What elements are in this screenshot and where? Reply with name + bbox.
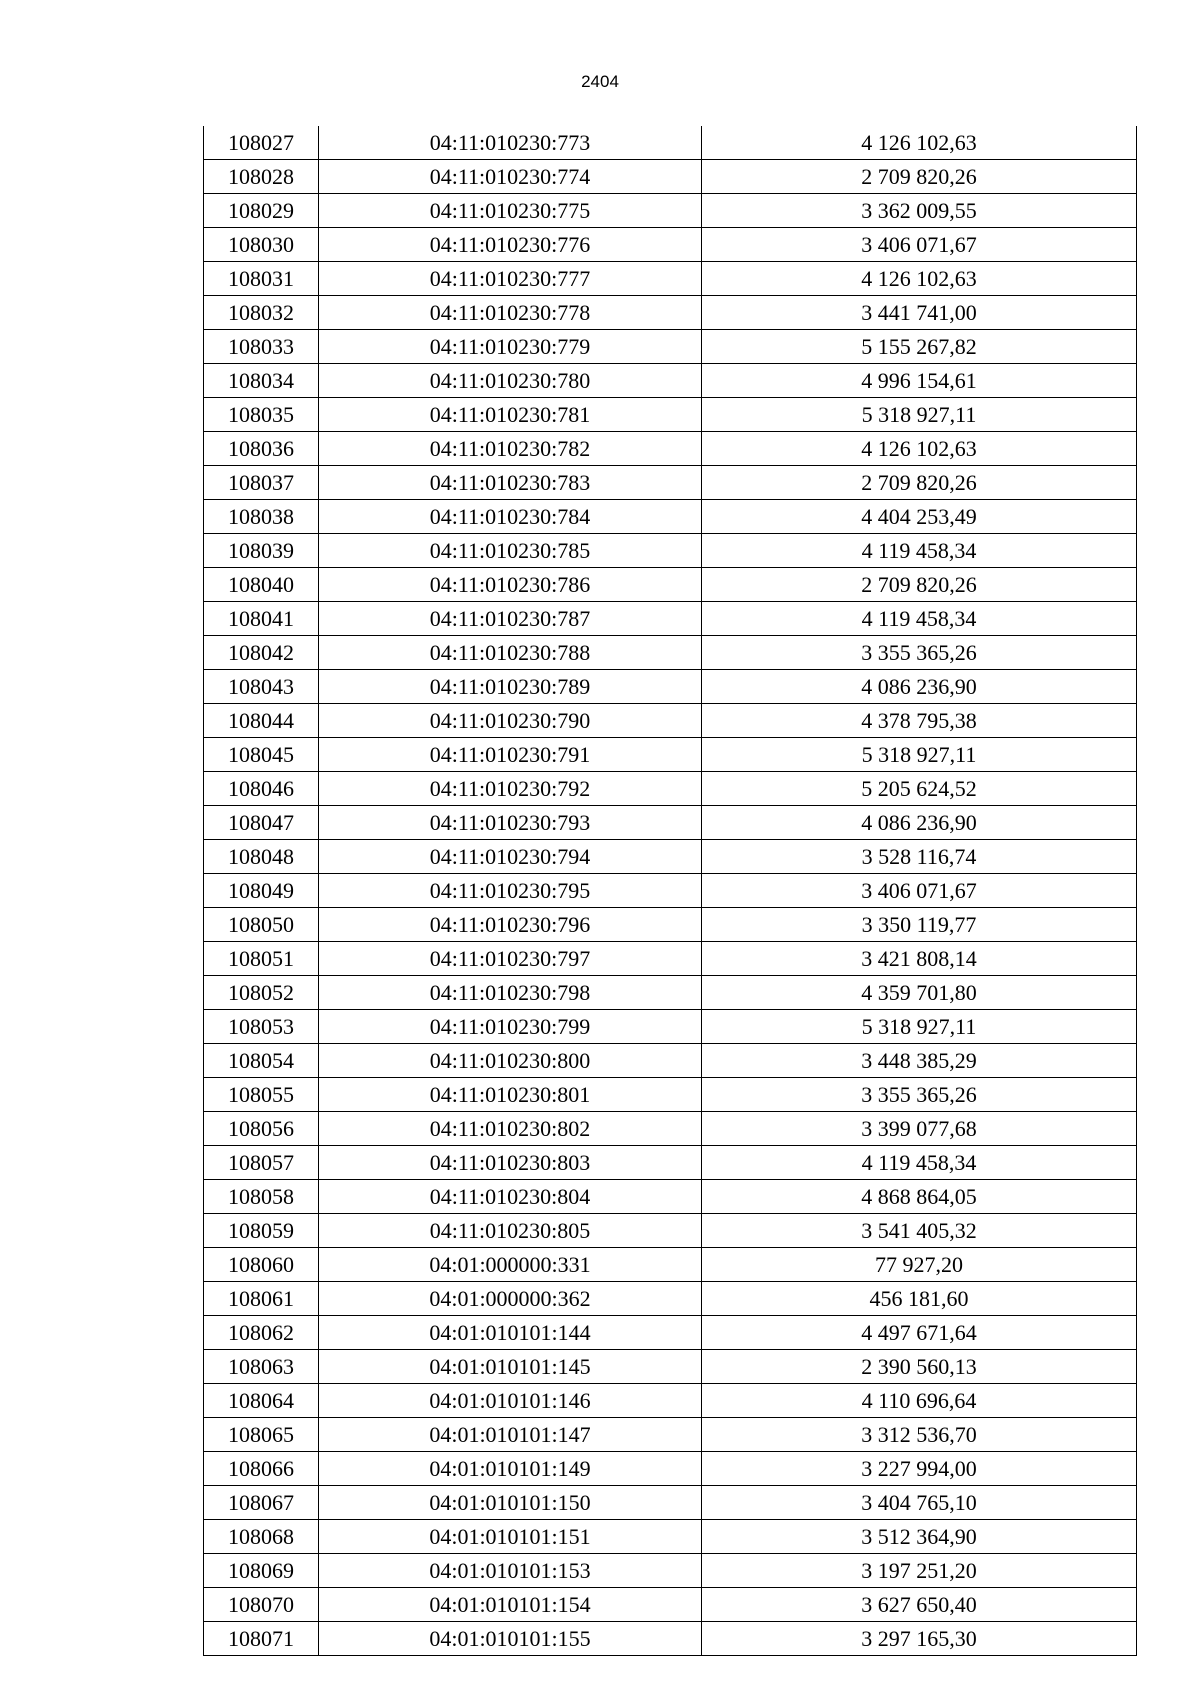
cadastral-number-cell: 04:11:010230:796 xyxy=(319,908,702,942)
row-number-cell: 108061 xyxy=(204,1282,319,1316)
cadastral-number-cell: 04:01:010101:155 xyxy=(319,1622,702,1656)
value-cell: 4 110 696,64 xyxy=(702,1384,1137,1418)
table-row xyxy=(204,1180,1137,1214)
value-cell: 4 126 102,63 xyxy=(702,432,1137,466)
value-cell: 3 406 071,67 xyxy=(702,874,1137,908)
cadastral-number-cell: 04:01:010101:147 xyxy=(319,1418,702,1452)
row-number-cell: 108051 xyxy=(204,942,319,976)
row-number-cell: 108041 xyxy=(204,602,319,636)
row-number-cell: 108065 xyxy=(204,1418,319,1452)
table-row xyxy=(204,908,1137,942)
cadastral-number-cell: 04:01:010101:154 xyxy=(319,1588,702,1622)
table-row xyxy=(204,1146,1137,1180)
row-number-cell: 108047 xyxy=(204,806,319,840)
table-row xyxy=(204,568,1137,602)
cadastral-number-cell: 04:11:010230:793 xyxy=(319,806,702,840)
value-cell: 3 406 071,67 xyxy=(702,228,1137,262)
table-row xyxy=(204,1214,1137,1248)
table-row xyxy=(204,1384,1137,1418)
cadastral-number-cell: 04:11:010230:791 xyxy=(319,738,702,772)
table-row xyxy=(204,500,1137,534)
row-number-cell: 108060 xyxy=(204,1248,319,1282)
row-number-cell: 108050 xyxy=(204,908,319,942)
table-row xyxy=(204,670,1137,704)
cadastral-number-cell: 04:11:010230:790 xyxy=(319,704,702,738)
row-number-cell: 108059 xyxy=(204,1214,319,1248)
row-number-cell: 108040 xyxy=(204,568,319,602)
row-number-cell: 108058 xyxy=(204,1180,319,1214)
value-cell: 3 512 364,90 xyxy=(702,1520,1137,1554)
table-row xyxy=(204,874,1137,908)
cadastral-number-cell: 04:11:010230:773 xyxy=(319,126,702,160)
cadastral-number-cell: 04:11:010230:780 xyxy=(319,364,702,398)
value-cell: 3 312 536,70 xyxy=(702,1418,1137,1452)
table-row xyxy=(204,1010,1137,1044)
value-cell: 4 359 701,80 xyxy=(702,976,1137,1010)
row-number-cell: 108029 xyxy=(204,194,319,228)
table-row xyxy=(204,840,1137,874)
table-row xyxy=(204,364,1137,398)
table-row xyxy=(204,228,1137,262)
row-number-cell: 108071 xyxy=(204,1622,319,1656)
table-row xyxy=(204,466,1137,500)
table-row xyxy=(204,194,1137,228)
cadastral-number-cell: 04:11:010230:787 xyxy=(319,602,702,636)
row-number-cell: 108049 xyxy=(204,874,319,908)
row-number-cell: 108036 xyxy=(204,432,319,466)
table-row xyxy=(204,1316,1137,1350)
row-number-cell: 108068 xyxy=(204,1520,319,1554)
cadastral-number-cell: 04:01:000000:331 xyxy=(319,1248,702,1282)
row-number-cell: 108027 xyxy=(204,126,319,160)
row-number-cell: 108031 xyxy=(204,262,319,296)
cadastral-number-cell: 04:01:010101:153 xyxy=(319,1554,702,1588)
cadastral-number-cell: 04:11:010230:783 xyxy=(319,466,702,500)
table-row xyxy=(204,1350,1137,1384)
value-cell: 5 318 927,11 xyxy=(702,398,1137,432)
row-number-cell: 108030 xyxy=(204,228,319,262)
table-row xyxy=(204,398,1137,432)
row-number-cell: 108038 xyxy=(204,500,319,534)
row-number-cell: 108032 xyxy=(204,296,319,330)
row-number-cell: 108044 xyxy=(204,704,319,738)
table-row xyxy=(204,1520,1137,1554)
cadastral-number-cell: 04:11:010230:799 xyxy=(319,1010,702,1044)
row-number-cell: 108063 xyxy=(204,1350,319,1384)
row-number-cell: 108055 xyxy=(204,1078,319,1112)
row-number-cell: 108045 xyxy=(204,738,319,772)
row-number-cell: 108066 xyxy=(204,1452,319,1486)
table-row xyxy=(204,704,1137,738)
row-number-cell: 108054 xyxy=(204,1044,319,1078)
cadastral-number-cell: 04:01:010101:150 xyxy=(319,1486,702,1520)
value-cell: 5 205 624,52 xyxy=(702,772,1137,806)
value-cell: 3 399 077,68 xyxy=(702,1112,1137,1146)
cadastral-number-cell: 04:11:010230:789 xyxy=(319,670,702,704)
cadastral-number-cell: 04:11:010230:803 xyxy=(319,1146,702,1180)
table-row xyxy=(204,160,1137,194)
cadastral-number-cell: 04:11:010230:797 xyxy=(319,942,702,976)
table-row xyxy=(204,636,1137,670)
value-cell: 3 355 365,26 xyxy=(702,1078,1137,1112)
table-row xyxy=(204,806,1137,840)
row-number-cell: 108028 xyxy=(204,160,319,194)
table-row xyxy=(204,1452,1137,1486)
cadastral-number-cell: 04:11:010230:804 xyxy=(319,1180,702,1214)
table-body xyxy=(204,126,1137,1656)
table-row xyxy=(204,772,1137,806)
value-cell: 77 927,20 xyxy=(702,1248,1137,1282)
cadastral-number-cell: 04:01:010101:149 xyxy=(319,1452,702,1486)
cadastral-number-cell: 04:11:010230:786 xyxy=(319,568,702,602)
table-row xyxy=(204,1044,1137,1078)
cadastral-number-cell: 04:11:010230:805 xyxy=(319,1214,702,1248)
cadastral-number-cell: 04:11:010230:801 xyxy=(319,1078,702,1112)
cadastral-number-cell: 04:01:010101:146 xyxy=(319,1384,702,1418)
table-row xyxy=(204,534,1137,568)
row-number-cell: 108034 xyxy=(204,364,319,398)
cadastral-number-cell: 04:11:010230:785 xyxy=(319,534,702,568)
cadastral-number-cell: 04:11:010230:776 xyxy=(319,228,702,262)
value-cell: 4 868 864,05 xyxy=(702,1180,1137,1214)
row-number-cell: 108053 xyxy=(204,1010,319,1044)
value-cell: 4 378 795,38 xyxy=(702,704,1137,738)
value-cell: 456 181,60 xyxy=(702,1282,1137,1316)
value-cell: 3 441 741,00 xyxy=(702,296,1137,330)
cadastral-number-cell: 04:11:010230:802 xyxy=(319,1112,702,1146)
cadastral-number-cell: 04:11:010230:774 xyxy=(319,160,702,194)
row-number-cell: 108048 xyxy=(204,840,319,874)
value-cell: 3 528 116,74 xyxy=(702,840,1137,874)
table-row xyxy=(204,1282,1137,1316)
table-row xyxy=(204,1622,1137,1656)
value-cell: 5 318 927,11 xyxy=(702,1010,1137,1044)
cadastral-number-cell: 04:11:010230:782 xyxy=(319,432,702,466)
value-cell: 2 709 820,26 xyxy=(702,466,1137,500)
row-number-cell: 108070 xyxy=(204,1588,319,1622)
value-cell: 4 119 458,34 xyxy=(702,534,1137,568)
row-number-cell: 108064 xyxy=(204,1384,319,1418)
value-cell: 4 119 458,34 xyxy=(702,1146,1137,1180)
cadastral-number-cell: 04:11:010230:798 xyxy=(319,976,702,1010)
value-cell: 4 086 236,90 xyxy=(702,806,1137,840)
table-row xyxy=(204,942,1137,976)
table-row xyxy=(204,1588,1137,1622)
table-row xyxy=(204,1486,1137,1520)
cadastral-number-cell: 04:01:010101:145 xyxy=(319,1350,702,1384)
value-cell: 3 362 009,55 xyxy=(702,194,1137,228)
data-table xyxy=(203,126,1137,1656)
cadastral-number-cell: 04:01:010101:151 xyxy=(319,1520,702,1554)
cadastral-number-cell: 04:11:010230:795 xyxy=(319,874,702,908)
table-row xyxy=(204,1418,1137,1452)
value-cell: 2 709 820,26 xyxy=(702,160,1137,194)
value-cell: 3 197 251,20 xyxy=(702,1554,1137,1588)
row-number-cell: 108035 xyxy=(204,398,319,432)
cadastral-number-cell: 04:11:010230:778 xyxy=(319,296,702,330)
cadastral-number-cell: 04:11:010230:794 xyxy=(319,840,702,874)
value-cell: 4 497 671,64 xyxy=(702,1316,1137,1350)
row-number-cell: 108052 xyxy=(204,976,319,1010)
value-cell: 3 227 994,00 xyxy=(702,1452,1137,1486)
cadastral-number-cell: 04:11:010230:792 xyxy=(319,772,702,806)
table-row xyxy=(204,1554,1137,1588)
row-number-cell: 108067 xyxy=(204,1486,319,1520)
cadastral-number-cell: 04:11:010230:781 xyxy=(319,398,702,432)
value-cell: 3 541 405,32 xyxy=(702,1214,1137,1248)
value-cell: 5 318 927,11 xyxy=(702,738,1137,772)
table-row xyxy=(204,976,1137,1010)
table-row xyxy=(204,1112,1137,1146)
row-number-cell: 108043 xyxy=(204,670,319,704)
cadastral-number-cell: 04:11:010230:777 xyxy=(319,262,702,296)
value-cell: 2 390 560,13 xyxy=(702,1350,1137,1384)
row-number-cell: 108037 xyxy=(204,466,319,500)
table-row xyxy=(204,1078,1137,1112)
row-number-cell: 108042 xyxy=(204,636,319,670)
row-number-cell: 108039 xyxy=(204,534,319,568)
cadastral-number-cell: 04:11:010230:784 xyxy=(319,500,702,534)
value-cell: 4 404 253,49 xyxy=(702,500,1137,534)
value-cell: 4 126 102,63 xyxy=(702,262,1137,296)
table-row xyxy=(204,602,1137,636)
row-number-cell: 108062 xyxy=(204,1316,319,1350)
value-cell: 2 709 820,26 xyxy=(702,568,1137,602)
value-cell: 4 119 458,34 xyxy=(702,602,1137,636)
table-row xyxy=(204,296,1137,330)
cadastral-number-cell: 04:11:010230:800 xyxy=(319,1044,702,1078)
table-row xyxy=(204,330,1137,364)
cadastral-number-cell: 04:01:010101:144 xyxy=(319,1316,702,1350)
value-cell: 3 297 165,30 xyxy=(702,1622,1137,1656)
value-cell: 4 086 236,90 xyxy=(702,670,1137,704)
value-cell: 3 350 119,77 xyxy=(702,908,1137,942)
row-number-cell: 108069 xyxy=(204,1554,319,1588)
cadastral-number-cell: 04:11:010230:788 xyxy=(319,636,702,670)
table-row xyxy=(204,738,1137,772)
row-number-cell: 108033 xyxy=(204,330,319,364)
value-cell: 4 996 154,61 xyxy=(702,364,1137,398)
table-row xyxy=(204,432,1137,466)
value-cell: 4 126 102,63 xyxy=(702,126,1137,160)
value-cell: 3 355 365,26 xyxy=(702,636,1137,670)
table-row xyxy=(204,262,1137,296)
cadastral-number-cell: 04:11:010230:775 xyxy=(319,194,702,228)
value-cell: 3 627 650,40 xyxy=(702,1588,1137,1622)
value-cell: 3 448 385,29 xyxy=(702,1044,1137,1078)
value-cell: 5 155 267,82 xyxy=(702,330,1137,364)
value-cell: 3 421 808,14 xyxy=(702,942,1137,976)
table-row xyxy=(204,1248,1137,1282)
page-number: 2404 xyxy=(581,72,619,91)
row-number-cell: 108056 xyxy=(204,1112,319,1146)
row-number-cell: 108057 xyxy=(204,1146,319,1180)
row-number-cell: 108046 xyxy=(204,772,319,806)
value-cell: 3 404 765,10 xyxy=(702,1486,1137,1520)
cadastral-number-cell: 04:11:010230:779 xyxy=(319,330,702,364)
cadastral-number-cell: 04:01:000000:362 xyxy=(319,1282,702,1316)
table-row xyxy=(204,126,1137,160)
